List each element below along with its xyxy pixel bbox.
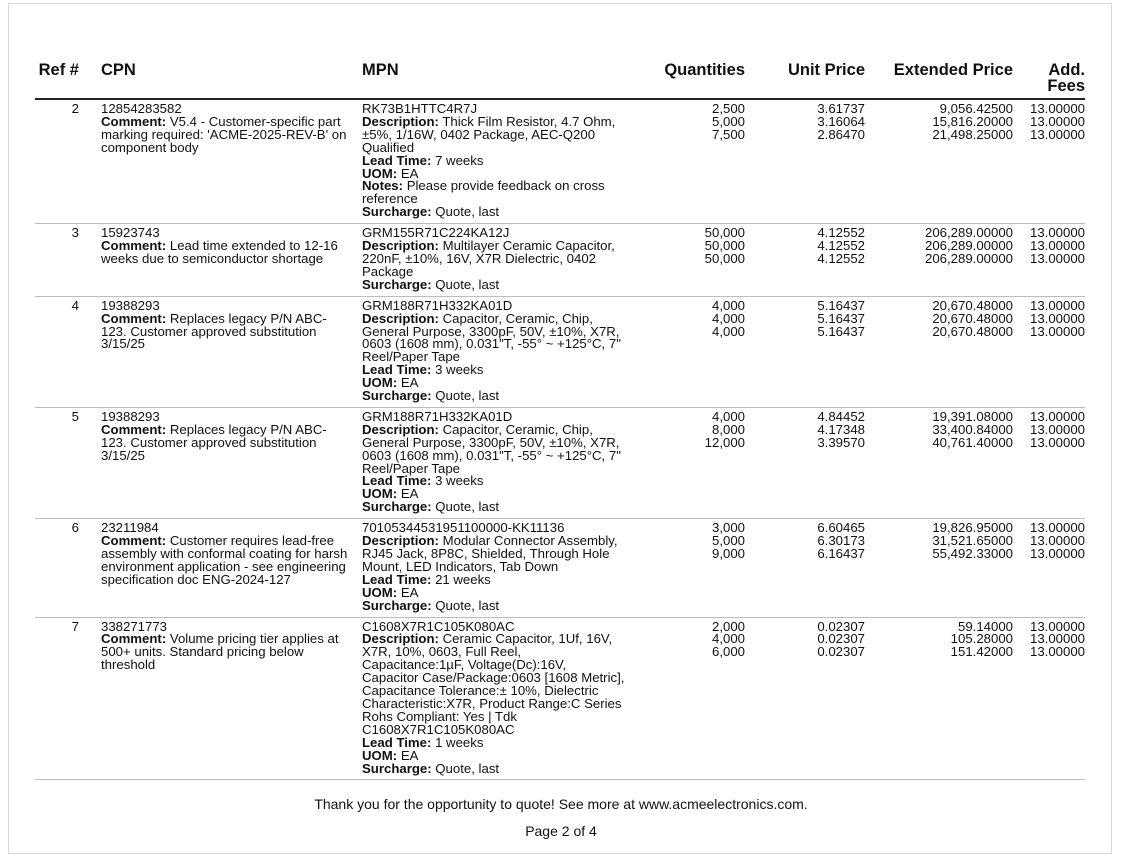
ref-cell — [35, 407, 93, 518]
ref-number: 3 — [71, 225, 79, 241]
extended-price-value: 59.14000 — [957, 618, 1013, 634]
description-value: Capacitor, Ceramic, Chip, General Purpose, 3300pF, 50V, ±10%, X7R, 0603 (1608 mm), 0.031"T, -55° ~ +125°C, 7" Reel/Paper Tape — [362, 421, 621, 476]
mpn-cell — [362, 407, 637, 518]
comment-line — [101, 240, 348, 266]
surcharge-line — [362, 276, 625, 292]
table-row — [35, 617, 1085, 780]
add-fee-value: 13.00000 — [1029, 323, 1085, 339]
lead-time-label: Lead Time: — [362, 473, 432, 489]
quantity-value: 4,000 — [711, 631, 745, 647]
cpn-number: 19388293 — [101, 297, 160, 313]
table-row — [35, 296, 1085, 407]
comment-line — [101, 421, 348, 463]
description-line — [362, 240, 625, 279]
extended-price-value: 20,670.48000 — [932, 310, 1013, 326]
description-line — [362, 113, 625, 155]
extended-price-value: 20,670.48000 — [932, 297, 1013, 313]
description-label: Description: — [362, 533, 439, 549]
surcharge-value: Quote, last — [435, 597, 500, 613]
unit-price-value: 6.60465 — [817, 520, 865, 536]
add-fee-value: 13.00000 — [1029, 225, 1085, 241]
header-quantities: Quantities — [637, 56, 745, 99]
extended-price-value: 19,826.95000 — [932, 520, 1013, 536]
extended-price-value: 21,498.25000 — [932, 126, 1013, 142]
quantities-cell — [637, 224, 745, 297]
ref-cell — [35, 519, 93, 617]
description-label: Description: — [362, 631, 439, 647]
extended-price-value: 151.42000 — [950, 644, 1013, 660]
quantity-value: 4,000 — [711, 297, 745, 313]
extended-price-cell — [865, 99, 1013, 224]
comment-line — [101, 535, 348, 587]
uom-value: EA — [400, 165, 419, 181]
extended-price-cell — [865, 519, 1013, 617]
comment-line — [101, 113, 348, 155]
cpn-cell — [93, 99, 362, 224]
comment-line — [101, 310, 348, 352]
table-row — [35, 224, 1085, 297]
extended-price-value: 19,391.08000 — [932, 408, 1013, 424]
surcharge-label: Surcharge: — [362, 499, 432, 515]
extended-price-value: 105.28000 — [950, 631, 1013, 647]
lead-time-value: 1 weeks — [435, 734, 484, 750]
surcharge-label: Surcharge: — [362, 597, 432, 613]
surcharge-label: Surcharge: — [362, 276, 432, 292]
quote-table — [35, 56, 1085, 780]
add-fee-value: 13.00000 — [1029, 310, 1085, 326]
mpn-number: GRM188R71H332KA01D — [362, 297, 513, 313]
description-value: Modular Connector Assembly, RJ45 Jack, 8P8C, Shielded, Through Hole Mount, LED Indicators, Tab Down — [362, 533, 618, 574]
add-fee-value: 13.00000 — [1029, 297, 1085, 313]
extended-price-value: 20,670.48000 — [932, 323, 1013, 339]
add-fee-value: 13.00000 — [1029, 533, 1085, 549]
extended-price-value: 206,289.00000 — [924, 250, 1013, 266]
mpn-number: 70105344531951100000-KK11136 — [362, 520, 565, 536]
add-fee-value: 13.00000 — [1029, 408, 1085, 424]
comment-value: Volume pricing tier applies at 500+ units. Standard pricing below threshold — [101, 631, 339, 673]
ref-cell — [35, 296, 93, 407]
header-add-fees — [1013, 56, 1085, 99]
unit-price-value: 4.12552 — [817, 238, 865, 254]
quantity-value: 50,000 — [704, 250, 745, 266]
notes-label: Notes: — [362, 178, 404, 194]
description-label: Description: — [362, 421, 439, 437]
cpn-cell — [93, 407, 362, 518]
add-fees-cell — [1013, 99, 1085, 224]
add-fee-value: 13.00000 — [1029, 631, 1085, 647]
comment-value: Lead time extended to 12-16 weeks due to semiconductor shortage — [101, 238, 338, 266]
header-ref: Ref # — [35, 56, 93, 99]
lead-time-label: Lead Time: — [362, 571, 432, 587]
add-fee-value: 13.00000 — [1029, 126, 1085, 142]
extended-price-value: 33,400.84000 — [932, 421, 1013, 437]
notes-line — [362, 180, 625, 206]
lead-time-label: Lead Time: — [362, 734, 432, 750]
comment-value: V5.4 - Customer-specific part marking required: 'ACME-2025-REV-B' on component body — [101, 113, 347, 155]
surcharge-value: Quote, last — [435, 499, 500, 515]
header-add-fees-line2: Fees — [1047, 77, 1085, 95]
quantities-cell — [637, 99, 745, 224]
description-value: Multilayer Ceramic Capacitor, 220nF, ±10%, 16V, X7R Dielectric, 0402 Package — [362, 238, 615, 279]
mpn-cell — [362, 99, 637, 224]
mpn-number: C1608X7R1C105K080AC — [362, 618, 515, 634]
add-fee-value: 13.00000 — [1029, 238, 1085, 254]
uom-label: UOM: — [362, 165, 398, 181]
table-body — [35, 99, 1085, 780]
unit-price-cell — [745, 99, 865, 224]
add-fee-value: 13.00000 — [1029, 520, 1085, 536]
mpn-number: GRM155R71C224KA12J — [362, 225, 510, 241]
uom-value: EA — [400, 375, 419, 391]
comment-label: Comment: — [101, 631, 167, 647]
unit-price-value: 6.16437 — [817, 546, 865, 561]
mpn-number: GRM188R71H332KA01D — [362, 408, 513, 424]
add-fee-value: 13.00000 — [1029, 421, 1085, 437]
add-fee-value: 13.00000 — [1029, 434, 1085, 450]
comment-label: Comment: — [101, 113, 167, 129]
unit-price-value: 6.30173 — [817, 533, 865, 549]
quantity-value: 12,000 — [704, 434, 745, 450]
uom-label: UOM: — [362, 747, 398, 763]
description-value: Capacitor, Ceramic, Chip, General Purpose, 3300pF, 50V, ±10%, X7R, 0603 (1608 mm), 0.031"T, -55° ~ +125°C, 7" Reel/Paper Tape — [362, 310, 621, 365]
quantity-value: 2,500 — [711, 101, 745, 116]
lead-time-value: 3 weeks — [435, 473, 484, 489]
comment-value: Replaces legacy P/N ABC-123. Customer approved substitution 3/15/25 — [101, 310, 327, 352]
surcharge-line — [362, 206, 625, 219]
comment-label: Comment: — [101, 238, 167, 254]
surcharge-line — [362, 501, 625, 514]
add-fees-cell — [1013, 519, 1085, 617]
surcharge-value: Quote, last — [435, 204, 500, 220]
lead-time-value: 3 weeks — [435, 362, 484, 378]
add-fee-value: 13.00000 — [1029, 113, 1085, 129]
description-line — [362, 633, 625, 736]
add-fee-value: 13.00000 — [1029, 101, 1085, 116]
ref-number: 6 — [71, 520, 79, 536]
header-extended-price: Extended Price — [865, 56, 1013, 99]
comment-line — [101, 633, 348, 672]
add-fees-cell — [1013, 407, 1085, 518]
uom-label: UOM: — [362, 486, 398, 502]
extended-price-value: 206,289.00000 — [924, 225, 1013, 241]
unit-price-cell — [745, 407, 865, 518]
quantity-value: 5,000 — [711, 113, 745, 129]
quantity-value: 5,000 — [711, 533, 745, 549]
extended-price-cell — [865, 296, 1013, 407]
uom-value: EA — [400, 486, 419, 502]
surcharge-value: Quote, last — [435, 276, 500, 292]
quantity-value: 50,000 — [704, 238, 745, 254]
ref-cell — [35, 617, 93, 780]
mpn-cell — [362, 617, 637, 780]
add-fee-value: 13.00000 — [1029, 618, 1085, 634]
extended-price-value: 206,289.00000 — [924, 238, 1013, 254]
quantity-value: 50,000 — [704, 225, 745, 241]
add-fee-value: 13.00000 — [1029, 250, 1085, 266]
page-number: Page 2 of 4 — [525, 823, 597, 839]
quantity-value: 8,000 — [711, 421, 745, 437]
description-line — [362, 310, 625, 365]
cpn-cell — [93, 519, 362, 617]
quantities-cell — [637, 617, 745, 780]
quantity-value: 4,000 — [711, 408, 745, 424]
uom-value: EA — [400, 747, 419, 763]
table-header-row — [35, 56, 1085, 99]
mpn-cell — [362, 296, 637, 407]
comment-label: Comment: — [101, 421, 167, 437]
uom-value: EA — [400, 584, 419, 600]
header-add-fees-line1: Add. — [1048, 61, 1085, 79]
header-mpn: MPN — [362, 56, 637, 99]
description-value: Thick Film Resistor, 4.7 Ohm, ±5%, 1/16W, 0402 Package, AEC-Q200 Qualified — [362, 113, 616, 155]
surcharge-value: Quote, last — [435, 388, 500, 404]
surcharge-label: Surcharge: — [362, 204, 432, 220]
unit-price-value: 2.86470 — [817, 126, 865, 142]
document-page — [8, 3, 1112, 854]
mpn-number: RK73B1HTTC4R7J — [362, 101, 478, 116]
extended-price-value: 55,492.33000 — [932, 546, 1013, 561]
unit-price-value: 4.17348 — [817, 421, 865, 437]
lead-time-value: 7 weeks — [435, 152, 484, 168]
cpn-cell — [93, 224, 362, 297]
add-fees-cell — [1013, 296, 1085, 407]
extended-price-value: 15,816.20000 — [932, 113, 1013, 129]
unit-price-value: 5.16437 — [817, 310, 865, 326]
unit-price-value: 3.61737 — [817, 101, 865, 116]
lead-time-label: Lead Time: — [362, 362, 432, 378]
description-line — [362, 535, 625, 574]
unit-price-value: 0.02307 — [817, 618, 865, 634]
unit-price-value: 4.12552 — [817, 250, 865, 266]
quantity-value: 7,500 — [711, 126, 745, 142]
mpn-cell — [362, 519, 637, 617]
extended-price-value: 40,761.40000 — [932, 434, 1013, 450]
header-unit-price: Unit Price — [745, 56, 865, 99]
surcharge-line — [362, 760, 625, 776]
surcharge-line — [362, 390, 625, 403]
surcharge-line — [362, 597, 625, 613]
extended-price-value: 31,521.65000 — [932, 533, 1013, 549]
add-fee-value: 13.00000 — [1029, 644, 1085, 660]
unit-price-value: 4.12552 — [817, 225, 865, 241]
add-fee-value: 13.00000 — [1029, 546, 1085, 561]
quantities-cell — [637, 296, 745, 407]
quantities-cell — [637, 519, 745, 617]
unit-price-cell — [745, 296, 865, 407]
unit-price-value: 0.02307 — [817, 644, 865, 660]
description-label: Description: — [362, 310, 439, 326]
description-value: Ceramic Capacitor, 1Uf, 16V, X7R, 10%, 0603, Full Reel, Capacitance:1µF, Voltage(Dc):16V, Capacitor Case/Package:0603 [1608 Metric], Capacitance Tolerance:± 10%, Dielectric Characteristic:X7R, Product Range:C Series Rohs Compliant: Yes | Tdk C1608X7R1C105K080AC — [362, 631, 625, 737]
cpn-cell — [93, 296, 362, 407]
comment-label: Comment: — [101, 310, 167, 326]
unit-price-value: 3.39570 — [817, 434, 865, 450]
unit-price-value: 0.02307 — [817, 631, 865, 647]
extended-price-cell — [865, 617, 1013, 780]
unit-price-cell — [745, 519, 865, 617]
extended-price-cell — [865, 407, 1013, 518]
uom-label: UOM: — [362, 375, 398, 391]
ref-cell — [35, 224, 93, 297]
cpn-number: 23211984 — [101, 520, 159, 536]
table-row — [35, 99, 1085, 224]
quantity-value: 3,000 — [711, 520, 745, 536]
description-line — [362, 421, 625, 476]
quantities-cell — [637, 407, 745, 518]
description-label: Description: — [362, 113, 439, 129]
unit-price-value: 5.16437 — [817, 323, 865, 339]
unit-price-cell — [745, 224, 865, 297]
cpn-number: 12854283582 — [101, 101, 182, 116]
surcharge-label: Surcharge: — [362, 760, 432, 776]
quantity-value: 4,000 — [711, 323, 745, 339]
ref-number: 5 — [71, 408, 79, 424]
header-cpn: CPN — [93, 56, 362, 99]
unit-price-value: 4.84452 — [817, 408, 865, 424]
surcharge-label: Surcharge: — [362, 388, 432, 404]
ref-cell — [35, 99, 93, 224]
cpn-number: 19388293 — [101, 408, 160, 424]
unit-price-cell — [745, 617, 865, 780]
comment-value: Customer requires lead-free assembly with conformal coating for harsh environment application - see engineering specification doc ENG-2024-127 — [101, 533, 348, 587]
mpn-cell — [362, 224, 637, 297]
add-fees-cell — [1013, 224, 1085, 297]
footer-note: Thank you for the opportunity to quote! See more at www.acmeelectronics.com. — [314, 796, 808, 812]
uom-label: UOM: — [362, 584, 398, 600]
quantity-value: 9,000 — [711, 546, 745, 561]
unit-price-value: 3.16064 — [817, 113, 865, 129]
notes-value: Please provide feedback on cross reference — [362, 178, 605, 207]
quantity-value: 4,000 — [711, 310, 745, 326]
lead-time-value: 21 weeks — [435, 571, 491, 587]
quantity-value: 6,000 — [711, 644, 745, 660]
ref-number: 2 — [71, 101, 79, 116]
comment-label: Comment: — [101, 533, 167, 549]
unit-price-value: 5.16437 — [817, 297, 865, 313]
cpn-number: 338271773 — [101, 618, 168, 634]
surcharge-value: Quote, last — [435, 760, 500, 776]
table-row — [35, 407, 1085, 518]
comment-value: Replaces legacy P/N ABC-123. Customer approved substitution 3/15/25 — [101, 421, 327, 463]
lead-time-label: Lead Time: — [362, 152, 432, 168]
quantity-value: 2,000 — [711, 618, 745, 634]
extended-price-value: 9,056.42500 — [939, 101, 1013, 116]
cpn-number: 15923743 — [101, 225, 160, 241]
description-label: Description: — [362, 238, 439, 254]
ref-number: 7 — [71, 618, 79, 634]
table-row — [35, 519, 1085, 617]
extended-price-cell — [865, 224, 1013, 297]
ref-number: 4 — [71, 297, 79, 313]
add-fees-cell — [1013, 617, 1085, 780]
cpn-cell — [93, 617, 362, 780]
